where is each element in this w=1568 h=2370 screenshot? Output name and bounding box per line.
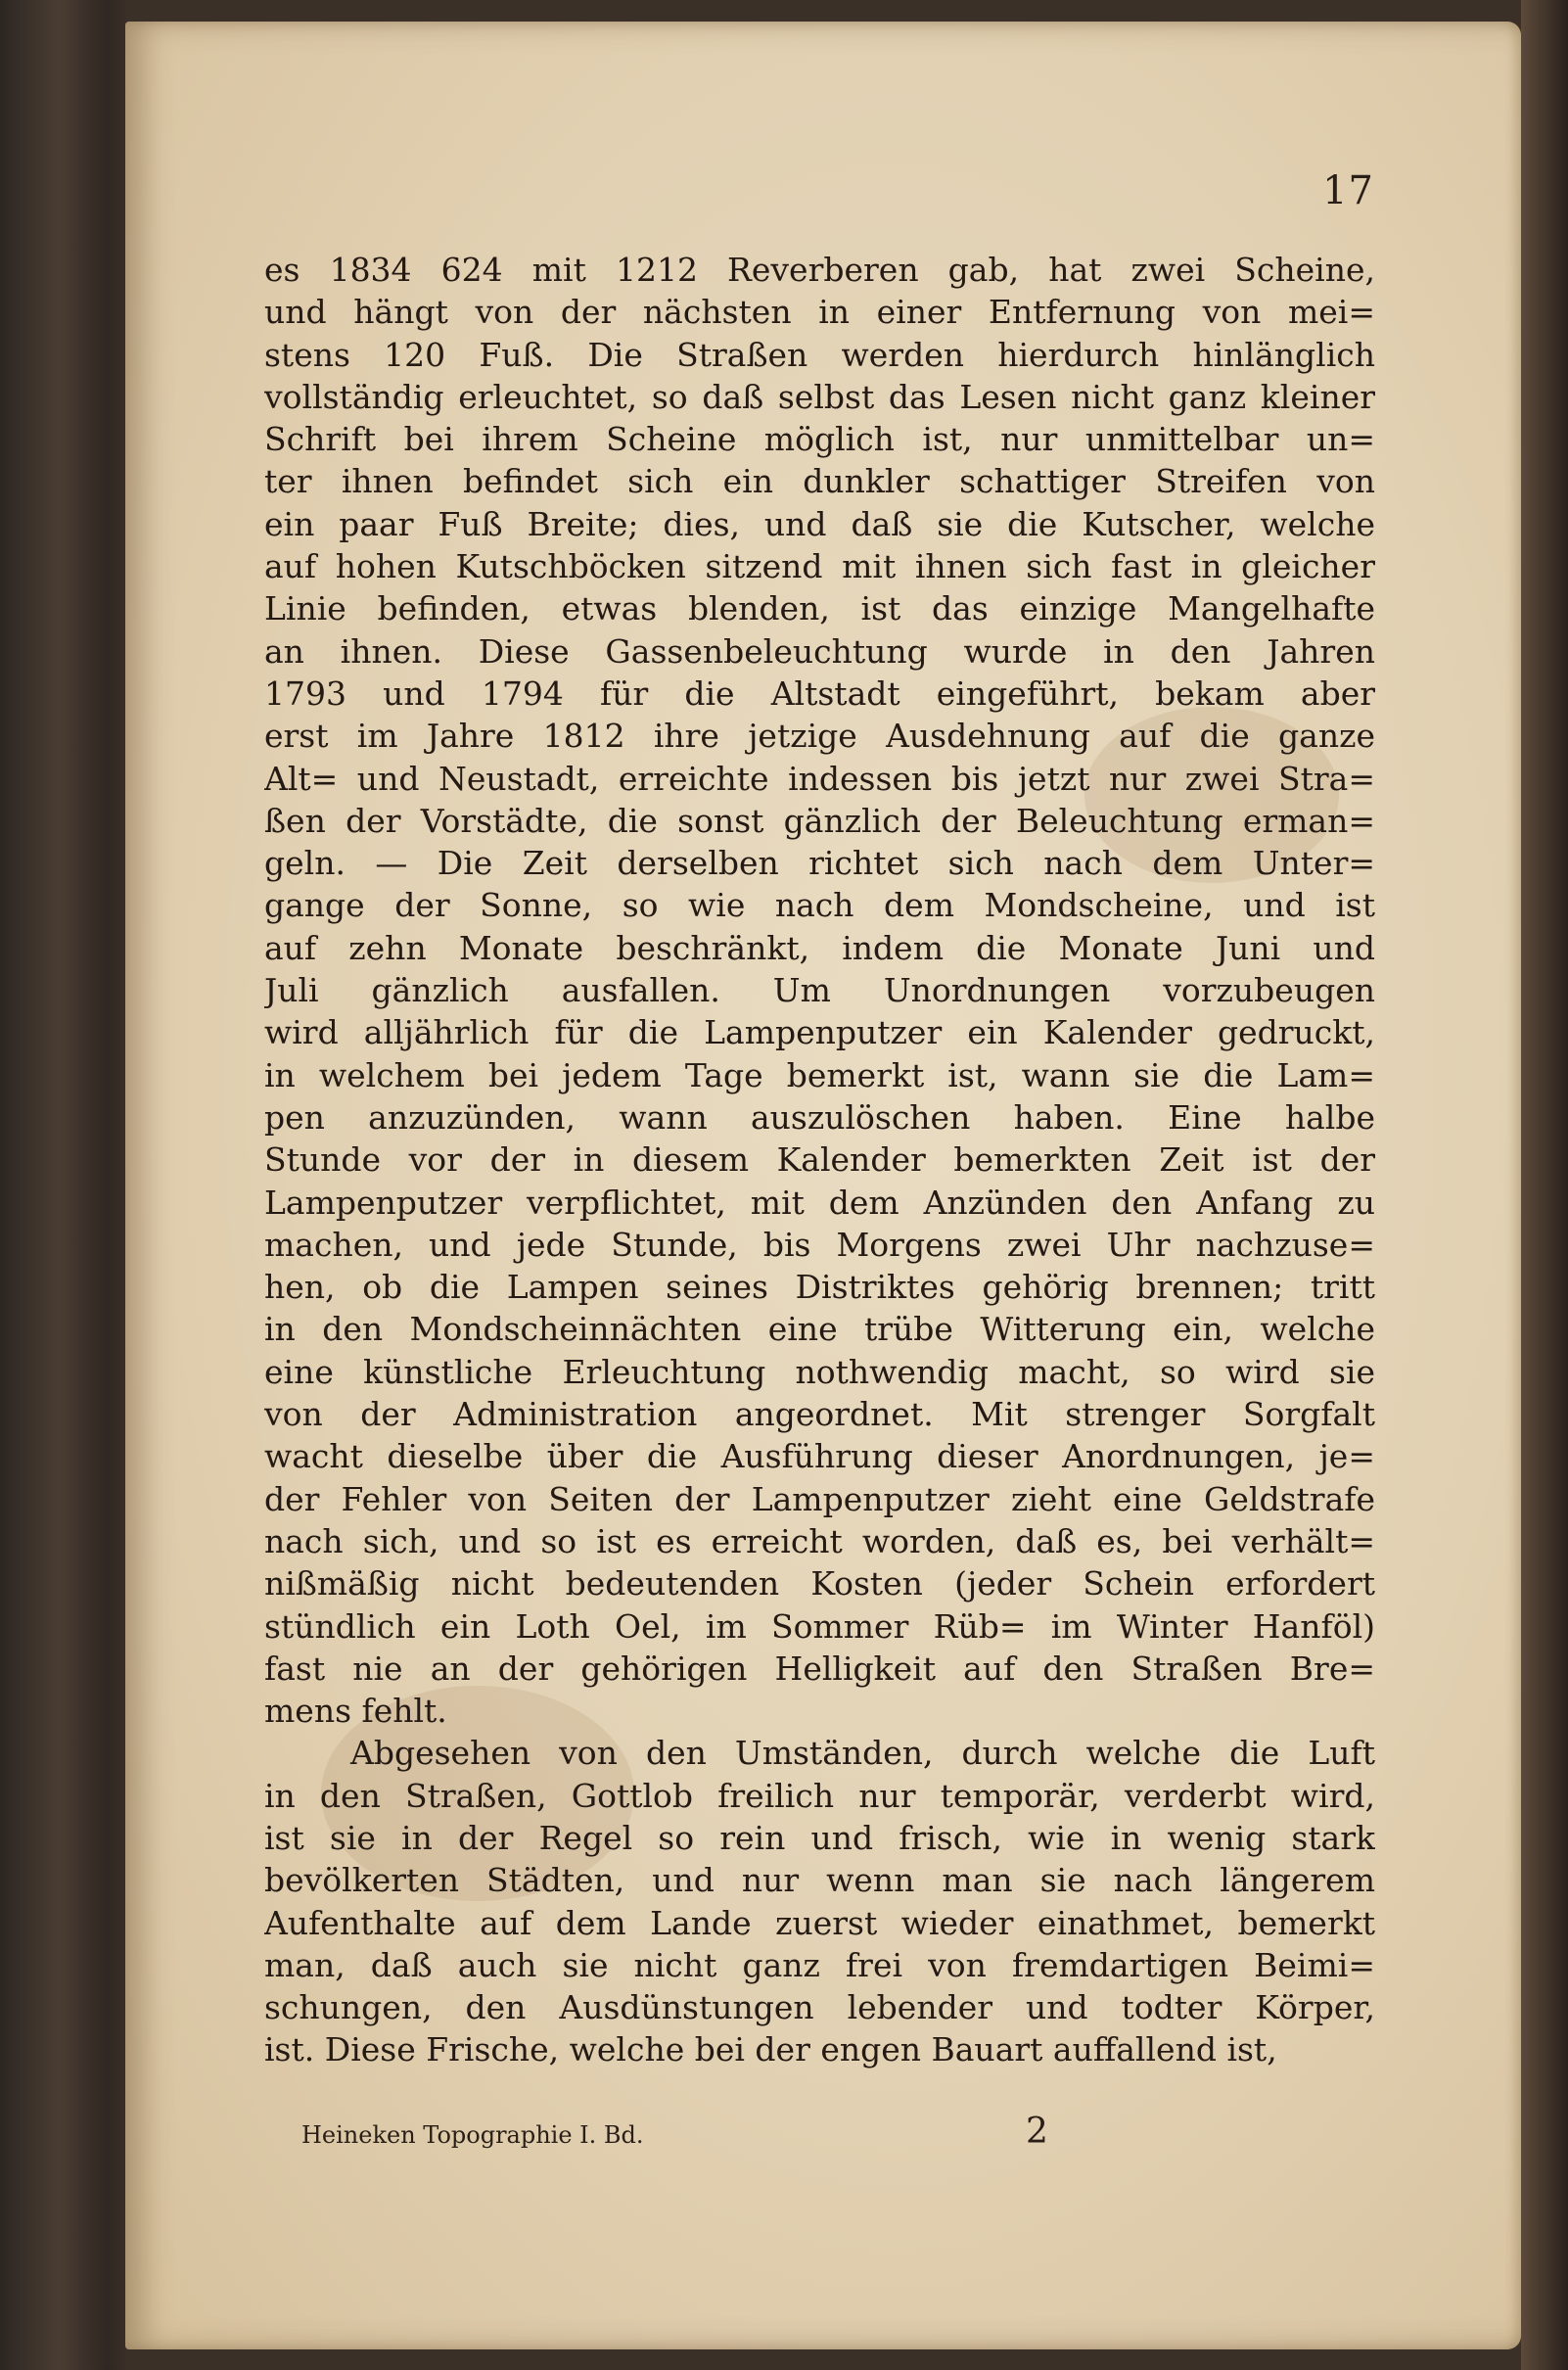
- paragraph-2: [264, 1732, 1375, 2070]
- text-line: vollständig erleuchtet, so daß selbst das Lesen nicht ganz kleiner: [264, 377, 1375, 416]
- paragraph-1: [264, 249, 1375, 1732]
- text-line: ter ihnen befindet sich ein dunkler schattiger Streifen von: [264, 462, 1375, 501]
- text-line: Alt= und Neustadt, erreichte indessen bis jetzt nur zwei Stra=: [264, 759, 1375, 798]
- text-line: der Fehler von Seiten der Lampenputzer zieht eine Geldstrafe: [264, 1479, 1375, 1518]
- text-line: Linie befinden, etwas blenden, ist das einzige Mangelhafte: [264, 589, 1375, 628]
- text-line: man, daß auch sie nicht ganz frei von fremdartigen Beimi=: [264, 1945, 1375, 1984]
- text-line: nach sich, und so ist es erreicht worden, daß es, bei verhält=: [264, 1521, 1375, 1560]
- text-line: auf hohen Kutschböcken sitzend mit ihnen sich fast in gleicher: [264, 547, 1375, 586]
- text-line: nißmäßig nicht bedeutenden Kosten (jeder Schein erfordert: [264, 1564, 1375, 1603]
- text-line: ist. Diese Frische, welche bei der engen Bauart auffallend ist,: [264, 2030, 1277, 2069]
- text-line: stens 120 Fuß. Die Straßen werden hierdurch hinlänglich: [264, 335, 1375, 374]
- text-line: auf zehn Monate beschränkt, indem die Monate Juni und: [264, 928, 1375, 967]
- text-line: 1793 und 1794 für die Altstadt eingeführt, bekam aber: [264, 674, 1375, 713]
- text-line: wird alljährlich für die Lampenputzer ein Kalender gedruckt,: [264, 1013, 1375, 1052]
- text-line: Lampenputzer verpflichtet, mit dem Anzünden den Anfang zu: [264, 1183, 1375, 1222]
- text-line: pen anzuzünden, wann auszulöschen haben. Eine halbe: [264, 1097, 1375, 1137]
- text-line: an ihnen. Diese Gassenbeleuchtung wurde in den Jahren: [264, 631, 1375, 671]
- text-line: Juli gänzlich ausfallen. Um Unordnungen vorzubeugen: [264, 971, 1375, 1010]
- footer-signature-mark: 2: [1026, 2112, 1048, 2152]
- text-line: ist sie in der Regel so rein und frisch, wie in wenig stark: [264, 1818, 1375, 1857]
- book-page: [125, 22, 1521, 2349]
- text-line: schungen, den Ausdünstungen lebender und todter Körper,: [264, 1988, 1375, 2027]
- page-footer: [301, 2112, 1280, 2161]
- text-line: ßen der Vorstädte, die sonst gänzlich der Beleuchtung erman=: [264, 801, 1375, 840]
- text-line: stündlich ein Loth Oel, im Sommer Rüb= im Winter Hanföl): [264, 1606, 1375, 1646]
- footer-book-title: Heineken Topographie I. Bd.: [301, 2121, 644, 2149]
- text-line: bevölkerten Städten, und nur wenn man sie nach längerem: [264, 1861, 1375, 1900]
- text-line: hen, ob die Lampen seines Distriktes gehörig brennen; tritt: [264, 1268, 1375, 1307]
- text-line: machen, und jede Stunde, bis Morgens zwei Uhr nachzuse=: [264, 1225, 1375, 1264]
- text-line: geln. — Die Zeit derselben richtet sich nach dem Unter=: [264, 844, 1375, 883]
- text-line: ein paar Fuß Breite; dies, und daß sie die Kutscher, welche: [264, 504, 1375, 543]
- text-line: Aufenthalte auf dem Lande zuerst wieder einathmet, bemerkt: [264, 1903, 1375, 1942]
- text-line: von der Administration angeordnet. Mit strenger Sorgfalt: [264, 1395, 1375, 1434]
- text-line: in welchem bei jedem Tage bemerkt ist, wann sie die Lam=: [264, 1055, 1375, 1094]
- book-edge: [1521, 0, 1568, 2370]
- text-line: Abgesehen von den Umständen, durch welche die Luft: [350, 1734, 1375, 1773]
- text-line: mens fehlt.: [264, 1692, 447, 1731]
- body-text: [264, 249, 1375, 2071]
- text-line: fast nie an der gehörigen Helligkeit auf den Straßen Bre=: [264, 1649, 1375, 1688]
- text-line: erst im Jahre 1812 ihre jetzige Ausdehnung auf die ganze: [264, 717, 1375, 756]
- page-number: 17: [1322, 168, 1374, 213]
- text-line: in den Mondscheinnächten eine trübe Witterung ein, welche: [264, 1310, 1375, 1349]
- text-line: Schrift bei ihrem Scheine möglich ist, nur unmittelbar un=: [264, 420, 1375, 459]
- text-line: in den Straßen, Gottlob freilich nur temporär, verderbt wird,: [264, 1776, 1375, 1815]
- text-line: gange der Sonne, so wie nach dem Mondscheine, und ist: [264, 886, 1375, 925]
- text-line: es 1834 624 mit 1212 Reverberen gab, hat zwei Scheine,: [264, 251, 1375, 289]
- text-line: Stunde vor der in diesem Kalender bemerkten Zeit ist der: [264, 1140, 1375, 1180]
- text-line: und hängt von der nächsten in einer Entfernung von mei=: [264, 293, 1375, 332]
- text-line: eine künstliche Erleuchtung nothwendig macht, so wird sie: [264, 1352, 1375, 1391]
- text-line: wacht dieselbe über die Ausführung dieser Anordnungen, je=: [264, 1437, 1375, 1476]
